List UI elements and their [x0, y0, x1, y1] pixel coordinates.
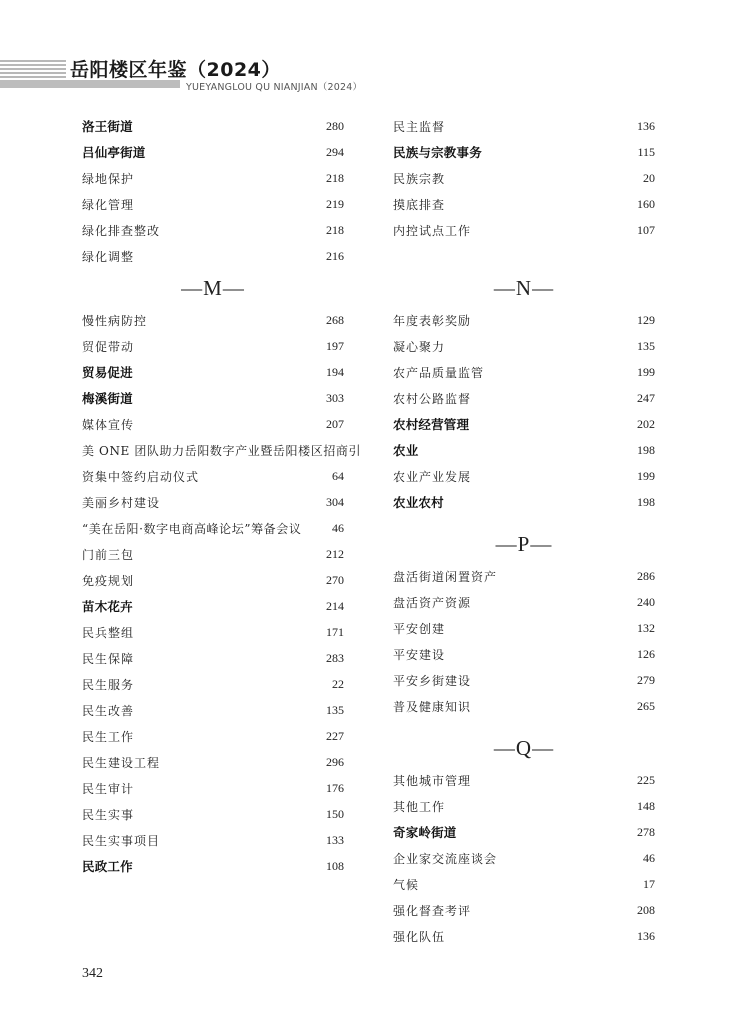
letter-heading-text: —M— — [181, 275, 245, 300]
index-entry-page: 304 — [326, 494, 344, 509]
index-entry — [393, 333, 655, 359]
index-entry — [393, 641, 655, 667]
index-entry — [82, 437, 362, 463]
index-entry-term: 民兵整组 — [82, 625, 135, 640]
index-entry-term: 绿化排查整改 — [82, 223, 161, 238]
index-entry-term: 媒体宣传 — [82, 417, 135, 432]
index-entry — [393, 615, 655, 641]
index-entry-term: 平安创建 — [393, 621, 446, 636]
index-entry-page: 286 — [637, 568, 655, 583]
index-entry-page: 115 — [637, 144, 655, 159]
index-entry — [82, 645, 344, 671]
index-entry-page: 303 — [326, 390, 344, 405]
index-column-right — [393, 113, 655, 949]
index-entry-term: 梅溪街道 — [82, 391, 133, 406]
index-entry-page: 265 — [637, 698, 655, 713]
index-entry-page: 198 — [637, 442, 655, 457]
index-entry-term: 内控试点工作 — [393, 223, 472, 238]
index-entry-page: 278 — [637, 824, 655, 839]
index-entry-page: 227 — [326, 728, 344, 743]
index-entry-term: 盘活街道闲置资产 — [393, 569, 498, 584]
index-entry — [393, 489, 655, 515]
index-entry — [82, 567, 344, 593]
index-entry — [82, 853, 344, 879]
index-entry-term: 农村公路监督 — [393, 391, 472, 406]
index-entry-term: 农业农村 — [393, 495, 444, 510]
index-entry — [393, 693, 655, 719]
index-entry-page: 296 — [326, 754, 344, 769]
index-entry-page: 216 — [326, 248, 344, 263]
index-entry-term: 美丽乡村建设 — [82, 495, 161, 510]
index-letter-heading — [393, 269, 655, 307]
index-entry — [393, 767, 655, 793]
index-entry-term: 年度表彰奖励 — [393, 313, 472, 328]
index-entry — [393, 113, 655, 139]
index-entry — [82, 217, 344, 243]
index-entry-page: 199 — [637, 364, 655, 379]
index-entry — [393, 307, 655, 333]
index-entry-term: 民生服务 — [82, 677, 135, 692]
index-entry-page: 218 — [326, 222, 344, 237]
index-entry-page: 133 — [326, 832, 344, 847]
index-entry-page: 270 — [326, 572, 344, 587]
index-entry — [82, 307, 344, 333]
index-letter-heading — [82, 269, 344, 307]
index-entry-page: 279 — [637, 672, 655, 687]
index-entry-term: 企业家交流座谈会 — [393, 851, 498, 866]
index-entry-page: 283 — [326, 650, 344, 665]
index-entry — [393, 793, 655, 819]
index-entry-term: 慢性病防控 — [82, 313, 148, 328]
index-entry-term: 苗木花卉 — [82, 599, 133, 614]
index-entry-term: 强化督查考评 — [393, 903, 472, 918]
index-entry-term: “美在岳阳·数字电商高峰论坛”筹备会议 — [82, 521, 302, 536]
index-entry — [393, 897, 655, 923]
index-entry-term: 民族宗教 — [393, 171, 446, 186]
index-entry — [82, 385, 344, 411]
index-entry-term: 农业产业发展 — [393, 469, 472, 484]
index-entry-term: 气候 — [393, 877, 420, 892]
index-entry — [393, 463, 655, 489]
index-entry — [82, 139, 344, 165]
index-entry-page: 207 — [326, 416, 344, 431]
index-entry-term: 门前三包 — [82, 547, 135, 562]
letter-heading-text: —Q— — [493, 736, 555, 760]
index-entry — [393, 923, 655, 949]
index-entry — [82, 593, 344, 619]
index-entry-term: 奇家岭街道 — [393, 825, 457, 840]
index-entry-term: 民族与宗教事务 — [393, 145, 482, 160]
index-entry-page: 247 — [637, 390, 655, 405]
index-entry-page: 199 — [637, 468, 655, 483]
index-entry-term: 其他城市管理 — [393, 773, 472, 788]
index-entry — [82, 749, 344, 775]
index-entry — [82, 411, 344, 437]
index-entry-page: 135 — [637, 338, 655, 353]
index-entry-term: 民生保障 — [82, 651, 135, 666]
index-entry-page: 176 — [326, 780, 344, 795]
index-entry-term: 民生工作 — [82, 729, 135, 744]
index-entry-page: 136 — [637, 928, 655, 943]
index-entry — [82, 333, 344, 359]
spacer — [393, 243, 655, 269]
index-entry-page: 17 — [643, 876, 655, 891]
index-entry — [82, 515, 344, 541]
index-entry-page: 135 — [326, 702, 344, 717]
index-entry — [393, 359, 655, 385]
index-entry-page: 129 — [637, 312, 655, 327]
index-entry — [82, 243, 344, 269]
index-entry — [82, 191, 344, 217]
index-entry — [82, 359, 344, 385]
index-entry-term: 民生实事项目 — [82, 833, 161, 848]
page-number: 342 — [82, 966, 103, 981]
index-entry-page: 240 — [637, 594, 655, 609]
index-entry-page: 46 — [332, 520, 344, 535]
index-entry-page: 171 — [326, 624, 344, 639]
index-entry — [393, 563, 655, 589]
index-entry-term: 民生改善 — [82, 703, 135, 718]
index-letter-heading — [393, 515, 655, 563]
index-entry-term: 贸易促进 — [82, 365, 133, 380]
index-letter-heading — [393, 719, 655, 767]
index-entry-term: 农产品质量监管 — [393, 365, 485, 380]
index-entry-page: 202 — [637, 416, 655, 431]
index-entry-page: 136 — [637, 118, 655, 133]
index-entry-term: 美 ONE 团队助力岳阳数字产业暨岳阳楼区招商引 — [82, 443, 362, 458]
letter-heading-text: —N— — [493, 275, 555, 300]
index-entry-term: 平安乡街建设 — [393, 673, 472, 688]
index-entry-term: 民主监督 — [393, 119, 446, 134]
index-entry — [393, 871, 655, 897]
index-entry — [82, 619, 344, 645]
index-entry-term: 资集中签约启动仪式 — [82, 469, 200, 484]
index-entry-term: 盘活资产资源 — [393, 595, 472, 610]
index-entry — [393, 845, 655, 871]
index-entry — [82, 165, 344, 191]
index-entry-page: 160 — [637, 196, 655, 211]
index-entry — [393, 191, 655, 217]
index-entry-page: 108 — [326, 858, 344, 873]
index-entry-page: 46 — [643, 850, 655, 865]
index-entry-page: 198 — [637, 494, 655, 509]
index-entry-page: 150 — [326, 806, 344, 821]
index-entry-term: 洛王街道 — [82, 119, 133, 134]
index-entry — [82, 723, 344, 749]
index-entry-term: 绿地保护 — [82, 171, 135, 186]
index-entry-term: 吕仙亭街道 — [82, 145, 146, 160]
index-entry — [393, 385, 655, 411]
index-entry — [82, 113, 344, 139]
index-entry-term: 农村经营管理 — [393, 417, 470, 432]
letter-heading-text: —P— — [495, 532, 553, 556]
index-entry — [82, 697, 344, 723]
index-entry-page: 268 — [326, 312, 344, 327]
index-entry-page: 22 — [332, 676, 344, 691]
index-entry-page: 194 — [326, 364, 344, 379]
index-entry-term: 平安建设 — [393, 647, 446, 662]
index-entry-page: 64 — [332, 468, 344, 483]
index-entry-term: 绿化调整 — [82, 249, 135, 264]
index-entry-page: 212 — [326, 546, 344, 561]
index-entry-term: 其他工作 — [393, 799, 446, 814]
yearbook-subtitle: YUEYANGLOU QU NIANJIAN（2024） — [186, 82, 363, 93]
index-entry-term: 免疫规划 — [82, 573, 135, 588]
index-entry — [82, 775, 344, 801]
index-entry-term: 普及健康知识 — [393, 699, 472, 714]
index-entry-term: 民生审计 — [82, 781, 135, 796]
index-entry-term: 农业 — [393, 443, 419, 458]
index-entry-term: 强化队伍 — [393, 929, 446, 944]
index-entry-term: 凝心聚力 — [393, 339, 446, 354]
index-entry-page: 280 — [326, 118, 344, 133]
index-entry-term: 绿化管理 — [82, 197, 135, 212]
index-entry — [82, 541, 344, 567]
index-entry — [393, 217, 655, 243]
index-entry-term: 贸促带动 — [82, 339, 135, 354]
index-entry-page: 218 — [326, 170, 344, 185]
index-entry-page: 20 — [643, 170, 655, 185]
index-entry-term: 民生实事 — [82, 807, 135, 822]
index-entry-term: 民生建设工程 — [82, 755, 161, 770]
index-entry — [393, 589, 655, 615]
index-entry-page: 225 — [637, 772, 655, 787]
index-entry — [82, 489, 344, 515]
index-column-left — [82, 113, 362, 879]
index-entry — [393, 437, 655, 463]
index-entry-page: 132 — [637, 620, 655, 635]
index-entry — [393, 411, 655, 437]
index-entry-page: 214 — [326, 598, 344, 613]
index-entry-term: 摸底排查 — [393, 197, 446, 212]
index-entry-page: 148 — [637, 798, 655, 813]
index-entry-page: 208 — [637, 902, 655, 917]
index-entry-page: 294 — [326, 144, 344, 159]
index-entry — [393, 819, 655, 845]
index-entry — [393, 667, 655, 693]
index-entry-page: 126 — [637, 646, 655, 661]
index-entry — [82, 671, 344, 697]
index-entry — [82, 801, 344, 827]
index-entry — [393, 165, 655, 191]
index-entry-page: 107 — [637, 222, 655, 237]
index-entry — [82, 463, 344, 489]
yearbook-title: 岳阳楼区年鉴（2024） — [70, 59, 281, 81]
index-entry-page: 219 — [326, 196, 344, 211]
index-entry-term: 民政工作 — [82, 859, 133, 874]
index-entry-page: 197 — [326, 338, 344, 353]
index-entry — [393, 139, 655, 165]
index-entry — [82, 827, 344, 853]
